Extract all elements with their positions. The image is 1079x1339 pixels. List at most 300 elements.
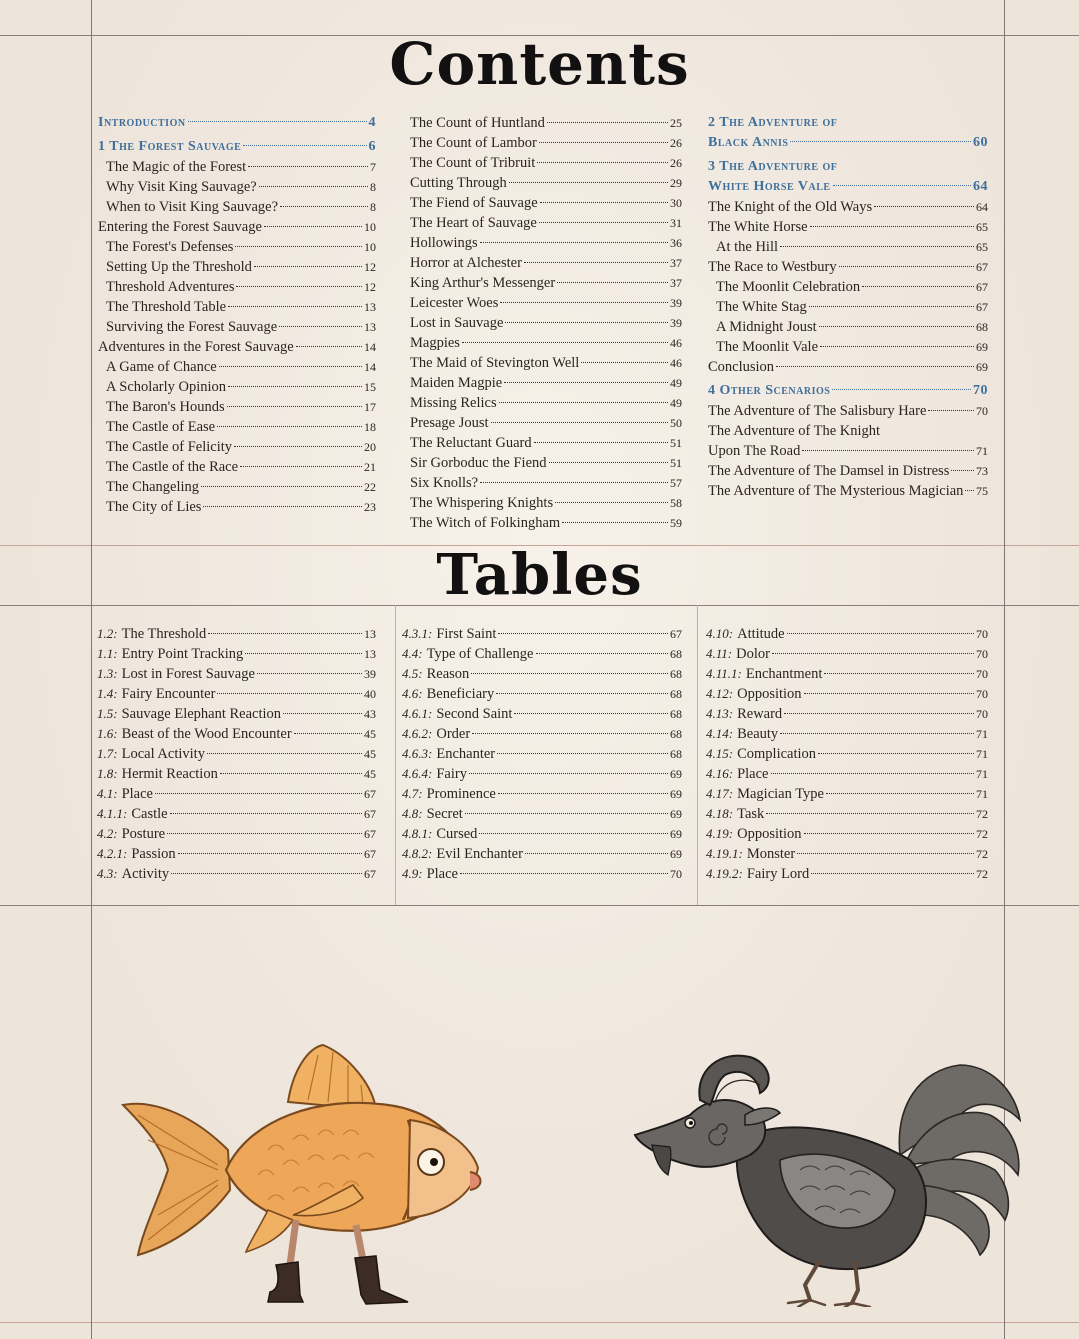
dot-leader — [498, 793, 668, 794]
dot-leader — [505, 322, 668, 323]
toc-entry[interactable] — [98, 337, 376, 357]
table-entry[interactable] — [97, 724, 376, 744]
toc-entry-page: 14 — [364, 340, 376, 354]
toc-entry-title: 3 The Adventure of — [708, 159, 838, 174]
table-number: 4.4: — [402, 646, 423, 661]
toc-entry-title: At the Hill — [716, 239, 779, 255]
toc-entry-page: 12 — [364, 280, 376, 294]
dot-leader — [524, 262, 668, 263]
dot-leader — [819, 326, 974, 327]
toc-entry[interactable] — [98, 177, 376, 197]
toc-entry[interactable] — [410, 313, 682, 333]
toc-entry[interactable] — [98, 197, 376, 217]
table-entry[interactable] — [706, 844, 988, 864]
toc-entry[interactable] — [410, 373, 682, 393]
table-entry[interactable] — [402, 744, 682, 764]
dot-leader — [547, 122, 668, 123]
toc-entry-page: 51 — [670, 456, 682, 470]
toc-entry-title: The Witch of Folkingham — [410, 515, 561, 531]
table-entry-page: 45 — [364, 767, 376, 781]
table-entry[interactable] — [402, 724, 682, 744]
toc-entry-title: The Threshold Table — [106, 299, 227, 315]
table-entry[interactable] — [706, 644, 988, 664]
table-entry[interactable] — [97, 764, 376, 784]
table-number: 4.10: — [706, 626, 734, 641]
dot-leader — [462, 342, 668, 343]
toc-entry[interactable] — [410, 453, 682, 473]
toc-entry[interactable] — [410, 233, 682, 253]
toc-entry[interactable] — [708, 237, 988, 257]
toc-entry-title: 1 The Forest Sauvage — [98, 139, 242, 154]
toc-entry-title: The Castle of Felicity — [106, 439, 233, 455]
toc-entry-page: 65 — [976, 240, 988, 254]
table-number: 4.14: — [706, 726, 734, 741]
table-entry-title: Sauvage Elephant Reaction — [121, 706, 282, 722]
table-entry-page: 45 — [364, 727, 376, 741]
table-entry-title: Prominence — [426, 786, 496, 802]
table-entry-title: Type of Challenge — [426, 646, 534, 662]
dot-leader — [243, 145, 366, 146]
table-entry[interactable] — [706, 684, 988, 704]
toc-entry-title: Entering the Forest Sauvage — [98, 219, 262, 235]
toc-entry-page: 31 — [670, 216, 682, 230]
table-entry-title: Secret — [426, 806, 463, 822]
dot-leader — [167, 833, 362, 834]
dot-leader — [499, 402, 668, 403]
table-number: 4.13: — [706, 706, 734, 721]
toc-entry-title: Six Knolls? — [410, 475, 479, 491]
dot-leader — [155, 793, 362, 794]
toc-entry[interactable] — [410, 393, 682, 413]
toc-entry-title: The Adventure of The Damsel in Distress — [708, 463, 950, 479]
toc-entry[interactable] — [98, 257, 376, 277]
table-number: 1.5: — [97, 706, 118, 721]
toc-entry-page: 13 — [364, 320, 376, 334]
table-number: 4.17: — [706, 786, 734, 801]
table-number: 4.7: — [402, 786, 423, 801]
toc-entry[interactable] — [98, 277, 376, 297]
toc-entry[interactable] — [98, 457, 376, 477]
table-entry-page: 67 — [670, 627, 682, 641]
toc-entry-page: 65 — [976, 220, 988, 234]
table-entry-page: 40 — [364, 687, 376, 701]
toc-entry-title: Sir Gorboduc the Fiend — [410, 455, 547, 471]
toc-entry-title: Setting Up the Threshold — [106, 259, 252, 275]
toc-entry[interactable] — [410, 133, 682, 153]
toc-entry[interactable] — [708, 113, 988, 133]
table-number: 4.6.3: — [402, 746, 433, 761]
table-entry[interactable] — [97, 744, 376, 764]
toc-entry[interactable] — [98, 137, 376, 157]
table-entry-title: Hermit Reaction — [121, 766, 218, 782]
toc-entry[interactable] — [98, 157, 376, 177]
toc-entry-title: The Castle of Ease — [106, 419, 216, 435]
table-entry[interactable] — [402, 624, 682, 644]
toc-entry[interactable] — [410, 273, 682, 293]
toc-entry-title: The Maid of Stevington Well — [410, 355, 580, 371]
table-entry[interactable] — [97, 784, 376, 804]
toc-entry[interactable] — [410, 213, 682, 233]
table-number: 4.19: — [706, 826, 734, 841]
table-number: 1.3: — [97, 666, 118, 681]
dot-leader — [780, 246, 974, 247]
table-entry-page: 70 — [976, 627, 988, 641]
dot-leader — [234, 446, 362, 447]
table-number: 4.11: — [706, 646, 733, 661]
dot-leader — [839, 266, 974, 267]
table-entry-title: Monster — [746, 846, 796, 862]
dot-leader — [228, 306, 362, 307]
toc-entry-title: The City of Lies — [106, 499, 202, 515]
toc-entry-page: 39 — [670, 316, 682, 330]
tables-column-1 — [97, 624, 376, 884]
table-entry[interactable] — [97, 684, 376, 704]
table-entry[interactable] — [97, 704, 376, 724]
toc-entry[interactable] — [98, 113, 376, 133]
column-guide — [697, 605, 698, 905]
contents-column-1 — [98, 113, 376, 517]
toc-entry-title: The Moonlit Celebration — [716, 279, 861, 295]
table-number: 4.16: — [706, 766, 734, 781]
toc-entry[interactable] — [708, 277, 988, 297]
dot-leader — [826, 793, 974, 794]
table-entry[interactable] — [706, 784, 988, 804]
table-entry-page: 68 — [670, 727, 682, 741]
table-number: 4.9: — [402, 866, 423, 881]
toc-entry[interactable] — [410, 513, 682, 533]
toc-entry[interactable] — [410, 333, 682, 353]
table-entry-page: 67 — [364, 787, 376, 801]
dot-leader — [480, 482, 668, 483]
toc-entry-page: 49 — [670, 376, 682, 390]
table-number: 4.19.2: — [706, 866, 743, 881]
table-entry[interactable] — [706, 864, 988, 884]
toc-entry[interactable] — [410, 353, 682, 373]
toc-entry[interactable] — [410, 473, 682, 493]
toc-entry[interactable] — [410, 153, 682, 173]
toc-entry-page: 25 — [670, 116, 682, 130]
table-entry[interactable] — [402, 864, 682, 884]
table-entry-title: Cursed — [436, 826, 478, 842]
table-entry[interactable] — [402, 644, 682, 664]
table-entry-page: 39 — [364, 667, 376, 681]
toc-entry-page: 15 — [364, 380, 376, 394]
table-entry-title: Magician Type — [737, 786, 824, 802]
toc-entry-title: Adventures in the Forest Sauvage — [98, 339, 294, 355]
table-entry[interactable] — [706, 624, 988, 644]
dot-leader — [555, 502, 668, 503]
toc-entry-title: The Race to Westbury — [708, 259, 837, 275]
table-number: 1.7: — [97, 746, 118, 761]
toc-entry-page: 6 — [368, 139, 376, 154]
dot-leader — [810, 226, 974, 227]
toc-entry-page: 23 — [364, 500, 376, 514]
table-entry-title: Beauty — [737, 726, 779, 742]
toc-entry-title: The Count of Tribruit — [410, 155, 536, 171]
table-entry-title: Fairy Encounter — [121, 686, 216, 702]
table-entry[interactable] — [402, 704, 682, 724]
table-entry-title: Posture — [121, 826, 166, 842]
table-entry-title: Second Saint — [436, 706, 513, 722]
dot-leader — [536, 653, 669, 654]
table-entry-page: 70 — [976, 647, 988, 661]
dot-leader — [480, 242, 668, 243]
toc-entry-page: 67 — [976, 260, 988, 274]
table-number: 4.6.4: — [402, 766, 433, 781]
table-number: 1.2: — [97, 626, 118, 641]
toc-entry-title: Magpies — [410, 335, 460, 351]
dot-leader — [496, 693, 668, 694]
tables-column-3 — [706, 624, 988, 884]
table-entry-page: 69 — [670, 827, 682, 841]
toc-entry-title: Conclusion — [708, 359, 775, 375]
toc-entry-page: 37 — [670, 256, 682, 270]
table-number: 4.5: — [402, 666, 423, 681]
table-entry[interactable] — [706, 744, 988, 764]
table-entry-page: 70 — [976, 687, 988, 701]
toc-entry[interactable] — [98, 317, 376, 337]
toc-entry-page: 50 — [670, 416, 682, 430]
toc-entry[interactable] — [708, 401, 988, 421]
toc-entry[interactable] — [410, 493, 682, 513]
table-entry-title: Attitude — [737, 626, 785, 642]
dot-leader — [818, 753, 974, 754]
toc-entry-title: Why Visit King Sauvage? — [106, 179, 257, 195]
toc-entry[interactable] — [410, 293, 682, 313]
table-entry-page: 67 — [364, 867, 376, 881]
table-number: 4.6.1: — [402, 706, 433, 721]
table-entry-title: Entry Point Tracking — [121, 646, 244, 662]
tables-column-2 — [402, 624, 682, 884]
dot-leader — [236, 286, 362, 287]
toc-entry-page: 49 — [670, 396, 682, 410]
table-entry[interactable] — [402, 784, 682, 804]
toc-entry[interactable] — [708, 257, 988, 277]
dot-leader — [820, 346, 974, 347]
table-entry-page: 72 — [976, 827, 988, 841]
toc-entry-title: The Adventure of The Salisbury Hare — [708, 403, 927, 419]
dot-leader — [245, 653, 362, 654]
table-entry[interactable] — [706, 724, 988, 744]
table-entry-title: Castle — [131, 806, 168, 822]
dot-leader — [562, 522, 668, 523]
dot-leader — [280, 206, 368, 207]
table-entry[interactable] — [97, 664, 376, 684]
toc-entry[interactable] — [708, 217, 988, 237]
dot-leader — [581, 362, 668, 363]
table-entry[interactable] — [97, 624, 376, 644]
table-entry[interactable] — [706, 824, 988, 844]
toc-entry-page: 69 — [976, 340, 988, 354]
table-entry[interactable] — [97, 864, 376, 884]
toc-entry-page: 36 — [670, 236, 682, 250]
toc-entry-page: 10 — [364, 220, 376, 234]
dot-leader — [235, 246, 362, 247]
table-number: 1.1: — [97, 646, 118, 661]
table-entry[interactable] — [706, 704, 988, 724]
toc-entry-page: 69 — [976, 360, 988, 374]
toc-entry[interactable] — [708, 197, 988, 217]
table-entry-title: Beneficiary — [426, 686, 495, 702]
table-entry-page: 72 — [976, 867, 988, 881]
toc-entry-title: Horror at Alchester — [410, 255, 522, 271]
toc-entry-title: Surviving the Forest Sauvage — [106, 319, 278, 335]
dot-leader — [227, 406, 362, 407]
table-number: 4.15: — [706, 746, 734, 761]
toc-entry[interactable] — [98, 297, 376, 317]
table-entry-title: Reward — [737, 706, 783, 722]
toc-entry[interactable] — [98, 417, 376, 437]
toc-entry-title: A Game of Chance — [106, 359, 217, 375]
table-entry[interactable] — [97, 644, 376, 664]
table-entry-title: Place — [737, 766, 769, 782]
toc-entry-title: King Arthur's Messenger — [410, 275, 556, 291]
toc-entry[interactable] — [708, 357, 988, 377]
toc-entry[interactable] — [708, 133, 988, 153]
toc-entry-page: 17 — [364, 400, 376, 414]
table-entry[interactable] — [402, 684, 682, 704]
table-number: 4.6: — [402, 686, 423, 701]
table-entry-title: Reason — [426, 666, 470, 682]
toc-entry[interactable] — [98, 477, 376, 497]
toc-entry-title: Leicester Woes — [410, 295, 499, 311]
toc-entry-title: The Knight of the Old Ways — [708, 199, 873, 215]
table-entry[interactable] — [97, 824, 376, 844]
toc-entry[interactable] — [98, 497, 376, 517]
dot-leader — [460, 873, 668, 874]
contents-column-3 — [708, 113, 988, 501]
dot-leader — [472, 733, 668, 734]
toc-entry-title: The Castle of the Race — [106, 459, 239, 475]
toc-entry-page: 8 — [370, 200, 376, 214]
divider — [0, 905, 1079, 906]
toc-entry-page: 29 — [670, 176, 682, 190]
toc-entry[interactable] — [708, 381, 988, 401]
table-entry-title: Lost in Forest Sauvage — [121, 666, 255, 682]
dot-leader — [525, 853, 668, 854]
table-entry[interactable] — [402, 664, 682, 684]
toc-entry-title: White Horse Vale — [708, 179, 831, 194]
table-number: 4.2: — [97, 826, 118, 841]
dot-leader — [294, 733, 362, 734]
toc-entry-title: Upon The Road — [708, 443, 801, 459]
toc-entry[interactable] — [708, 317, 988, 337]
toc-entry-page: 39 — [670, 296, 682, 310]
table-entry[interactable] — [402, 804, 682, 824]
dot-leader — [264, 226, 362, 227]
table-entry[interactable] — [97, 804, 376, 824]
dot-leader — [248, 166, 368, 167]
toc-entry[interactable] — [98, 217, 376, 237]
table-entry-title: The Threshold — [121, 626, 207, 642]
toc-entry[interactable] — [708, 441, 988, 461]
toc-entry[interactable] — [708, 177, 988, 197]
toc-entry[interactable] — [708, 297, 988, 317]
margin-line-left — [91, 0, 92, 1339]
toc-entry[interactable] — [708, 421, 988, 441]
table-entry-page: 67 — [364, 807, 376, 821]
toc-entry[interactable] — [410, 413, 682, 433]
toc-entry[interactable] — [98, 437, 376, 457]
toc-entry-page: 59 — [670, 516, 682, 530]
dot-leader — [178, 853, 362, 854]
toc-entry[interactable] — [708, 337, 988, 357]
table-entry[interactable] — [402, 764, 682, 784]
contents-column-2 — [410, 113, 682, 533]
toc-entry-page: 7 — [370, 160, 376, 174]
toc-entry[interactable] — [708, 157, 988, 177]
toc-entry-title: Presage Joust — [410, 415, 489, 431]
toc-entry-title: The Heart of Sauvage — [410, 215, 537, 231]
table-entry-page: 70 — [670, 867, 682, 881]
toc-entry-title: 2 The Adventure of — [708, 115, 838, 130]
goat-bird-illustration — [630, 1045, 1025, 1307]
toc-entry-page: 73 — [976, 464, 988, 478]
toc-entry[interactable] — [98, 397, 376, 417]
table-entry[interactable] — [402, 824, 682, 844]
table-number: 4.6.2: — [402, 726, 433, 741]
toc-entry[interactable] — [708, 461, 988, 481]
toc-entry[interactable] — [410, 253, 682, 273]
toc-entry-title: A Scholarly Opinion — [106, 379, 227, 395]
dot-leader — [228, 386, 362, 387]
toc-entry[interactable] — [98, 377, 376, 397]
toc-entry-page: 71 — [976, 444, 988, 458]
table-entry[interactable] — [706, 804, 988, 824]
dot-leader — [534, 442, 668, 443]
column-guide — [395, 605, 396, 905]
dot-leader — [776, 366, 974, 367]
toc-entry[interactable] — [410, 433, 682, 453]
dot-leader — [771, 773, 975, 774]
table-entry[interactable] — [97, 844, 376, 864]
toc-entry-title: When to Visit King Sauvage? — [106, 199, 279, 215]
toc-entry[interactable] — [410, 193, 682, 213]
toc-entry[interactable] — [708, 481, 988, 501]
table-number: 4.11.1: — [706, 666, 742, 681]
toc-entry[interactable] — [410, 173, 682, 193]
dot-leader — [465, 813, 668, 814]
table-entry[interactable] — [402, 844, 682, 864]
dot-leader — [296, 346, 362, 347]
toc-entry[interactable] — [98, 237, 376, 257]
toc-entry-page: 10 — [364, 240, 376, 254]
tables-heading: Tables — [436, 542, 643, 608]
table-entry-page: 13 — [364, 647, 376, 661]
table-number: 4.8.2: — [402, 846, 433, 861]
dot-leader — [259, 186, 368, 187]
toc-entry-title: Maiden Magpie — [410, 375, 503, 391]
toc-entry-page: 60 — [973, 135, 988, 150]
toc-entry-page: 58 — [670, 496, 682, 510]
table-entry[interactable] — [706, 764, 988, 784]
toc-entry[interactable] — [98, 357, 376, 377]
toc-entry-title: The Moonlit Vale — [716, 339, 819, 355]
table-entry-page: 67 — [364, 847, 376, 861]
dot-leader — [254, 266, 362, 267]
table-entry-page: 69 — [670, 847, 682, 861]
dot-leader — [790, 141, 971, 142]
toc-entry-page: 14 — [364, 360, 376, 374]
table-entry-page: 68 — [670, 687, 682, 701]
dot-leader — [217, 693, 362, 694]
table-entry[interactable] — [706, 664, 988, 684]
toc-entry[interactable] — [410, 113, 682, 133]
dot-leader — [797, 853, 974, 854]
table-entry-page: 70 — [976, 667, 988, 681]
dot-leader — [540, 202, 668, 203]
dot-leader — [965, 490, 974, 491]
